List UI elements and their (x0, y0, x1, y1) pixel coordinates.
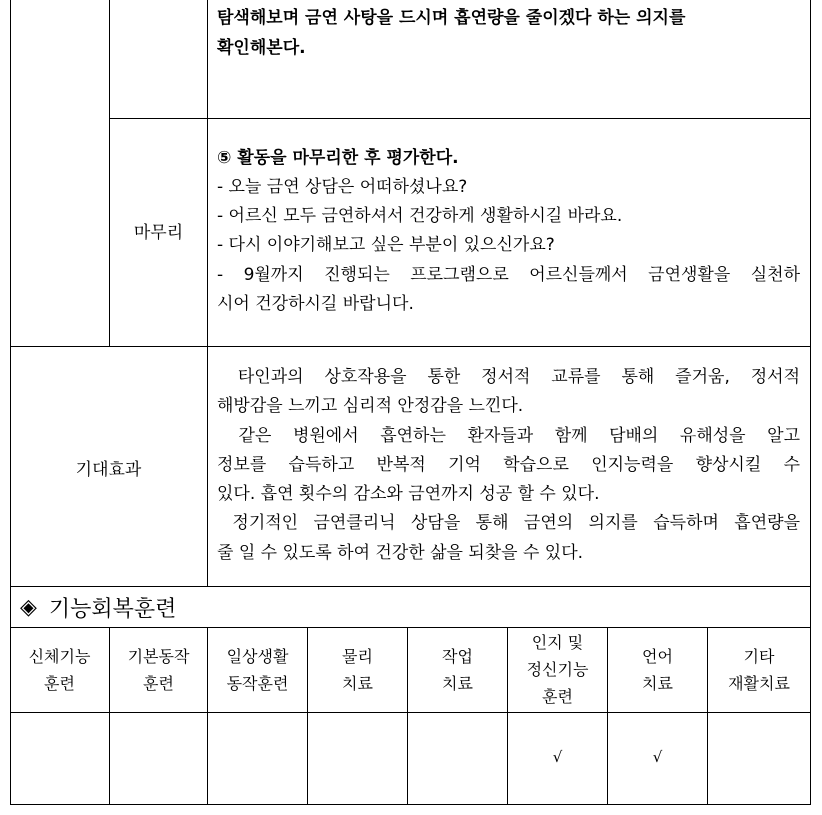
closing-line: - 오늘 금연 상담은 어떠하셨나요? (217, 177, 468, 197)
closing-line: 시어 건강하시길 바랍니다. (217, 294, 414, 314)
closing-line: - 어르신 모두 금연하셔서 건강하게 생활하시길 바라요. (217, 206, 623, 226)
training-col-header (708, 643, 810, 697)
training-title (20, 589, 176, 625)
training-col-header-line: 훈련 (44, 674, 75, 693)
divider-intro-bottom (109, 118, 811, 119)
effects-line: 있다. 흡연 횟수의 감소와 금연까지 성공 할 수 있다. (217, 484, 600, 504)
training-col-header-line: 신체기능 (28, 647, 91, 666)
divider-content-col (207, 0, 208, 587)
training-col-header-line: 기타 (743, 647, 775, 666)
training-col-header-line: 동작훈련 (226, 674, 289, 693)
training-col-header-line: 치료 (642, 674, 673, 693)
training-col-header (408, 643, 507, 697)
check-mark-icon: √ (652, 748, 663, 766)
training-col-header-line: 치료 (342, 674, 373, 693)
training-col-header-line: 언어 (642, 647, 673, 666)
diamond-icon: ◈ (20, 594, 37, 620)
training-col-header-line: 인지 및 (531, 633, 584, 652)
training-col-header-line: 재활치료 (728, 674, 790, 693)
training-col-header-line: 일상생활 (226, 647, 289, 666)
divider-closing-bottom (10, 346, 811, 347)
intro-line: 확인해본다. (217, 38, 306, 58)
effects-line: 줄 일 수 있도록 하여 건강한 삶을 되찾을 수 있다. (217, 543, 584, 563)
border-bottom (10, 804, 811, 805)
closing-line: - 다시 이야기해보고 싶은 부분이 있으신가요? (217, 235, 555, 255)
intro-line: 탐색해보며 금연 사탕을 드시며 흡연량을 줄이겠다 하는 의지를 (217, 8, 686, 28)
training-col-header-line: 기본동작 (127, 647, 190, 666)
training-col-header-line: 훈련 (143, 674, 174, 693)
border-right (810, 0, 811, 805)
effects-line: 정보를 습득하고 반복적 기억 학습으로 인지능력을 향상시킬 수 (217, 455, 800, 475)
divider-effects-bottom (10, 586, 811, 587)
closing-line: - 9월까지 진행되는 프로그램으로 어르신들께서 금연생활을 실천하 (217, 265, 800, 285)
training-col-header (10, 643, 109, 697)
training-col-header (608, 643, 707, 697)
effects-label: 기대효과 (75, 460, 142, 480)
divider-training-title-bottom (10, 627, 811, 628)
effects-line: 타인과의 상호작용을 통한 정서적 교류를 통해 즐거움, 정서적 (217, 367, 800, 387)
training-col-header (110, 643, 207, 697)
closing-heading: ⑤ 활동을 마무리한 후 평가한다. (217, 148, 459, 168)
training-col-header-line: 물리 (342, 647, 373, 666)
divider-stage-col (109, 0, 110, 347)
training-col-header-line: 작업 (442, 647, 473, 666)
training-col-header-line: 훈련 (542, 687, 573, 706)
effects-line: 해방감을 느끼고 심리적 안정감을 느낀다. (217, 396, 524, 416)
training-col-header (308, 643, 407, 697)
training-col-header (208, 643, 307, 697)
training-col-header-line: 정신기능 (526, 660, 589, 679)
training-col-header (508, 629, 607, 710)
training-col-header-line: 치료 (442, 674, 473, 693)
divider-training-header-bottom (10, 712, 811, 713)
check-mark-icon: √ (552, 748, 563, 766)
training-title-text: 기능회복훈련 (48, 596, 177, 622)
effects-line: 정기적인 금연클리닉 상담을 통해 금연의 의지를 습득하며 흡연량을 (217, 513, 800, 533)
stage-label-closing: 마무리 (133, 223, 184, 243)
effects-line: 같은 병원에서 흡연하는 환자들과 함께 담배의 유해성을 알고 (217, 426, 800, 446)
